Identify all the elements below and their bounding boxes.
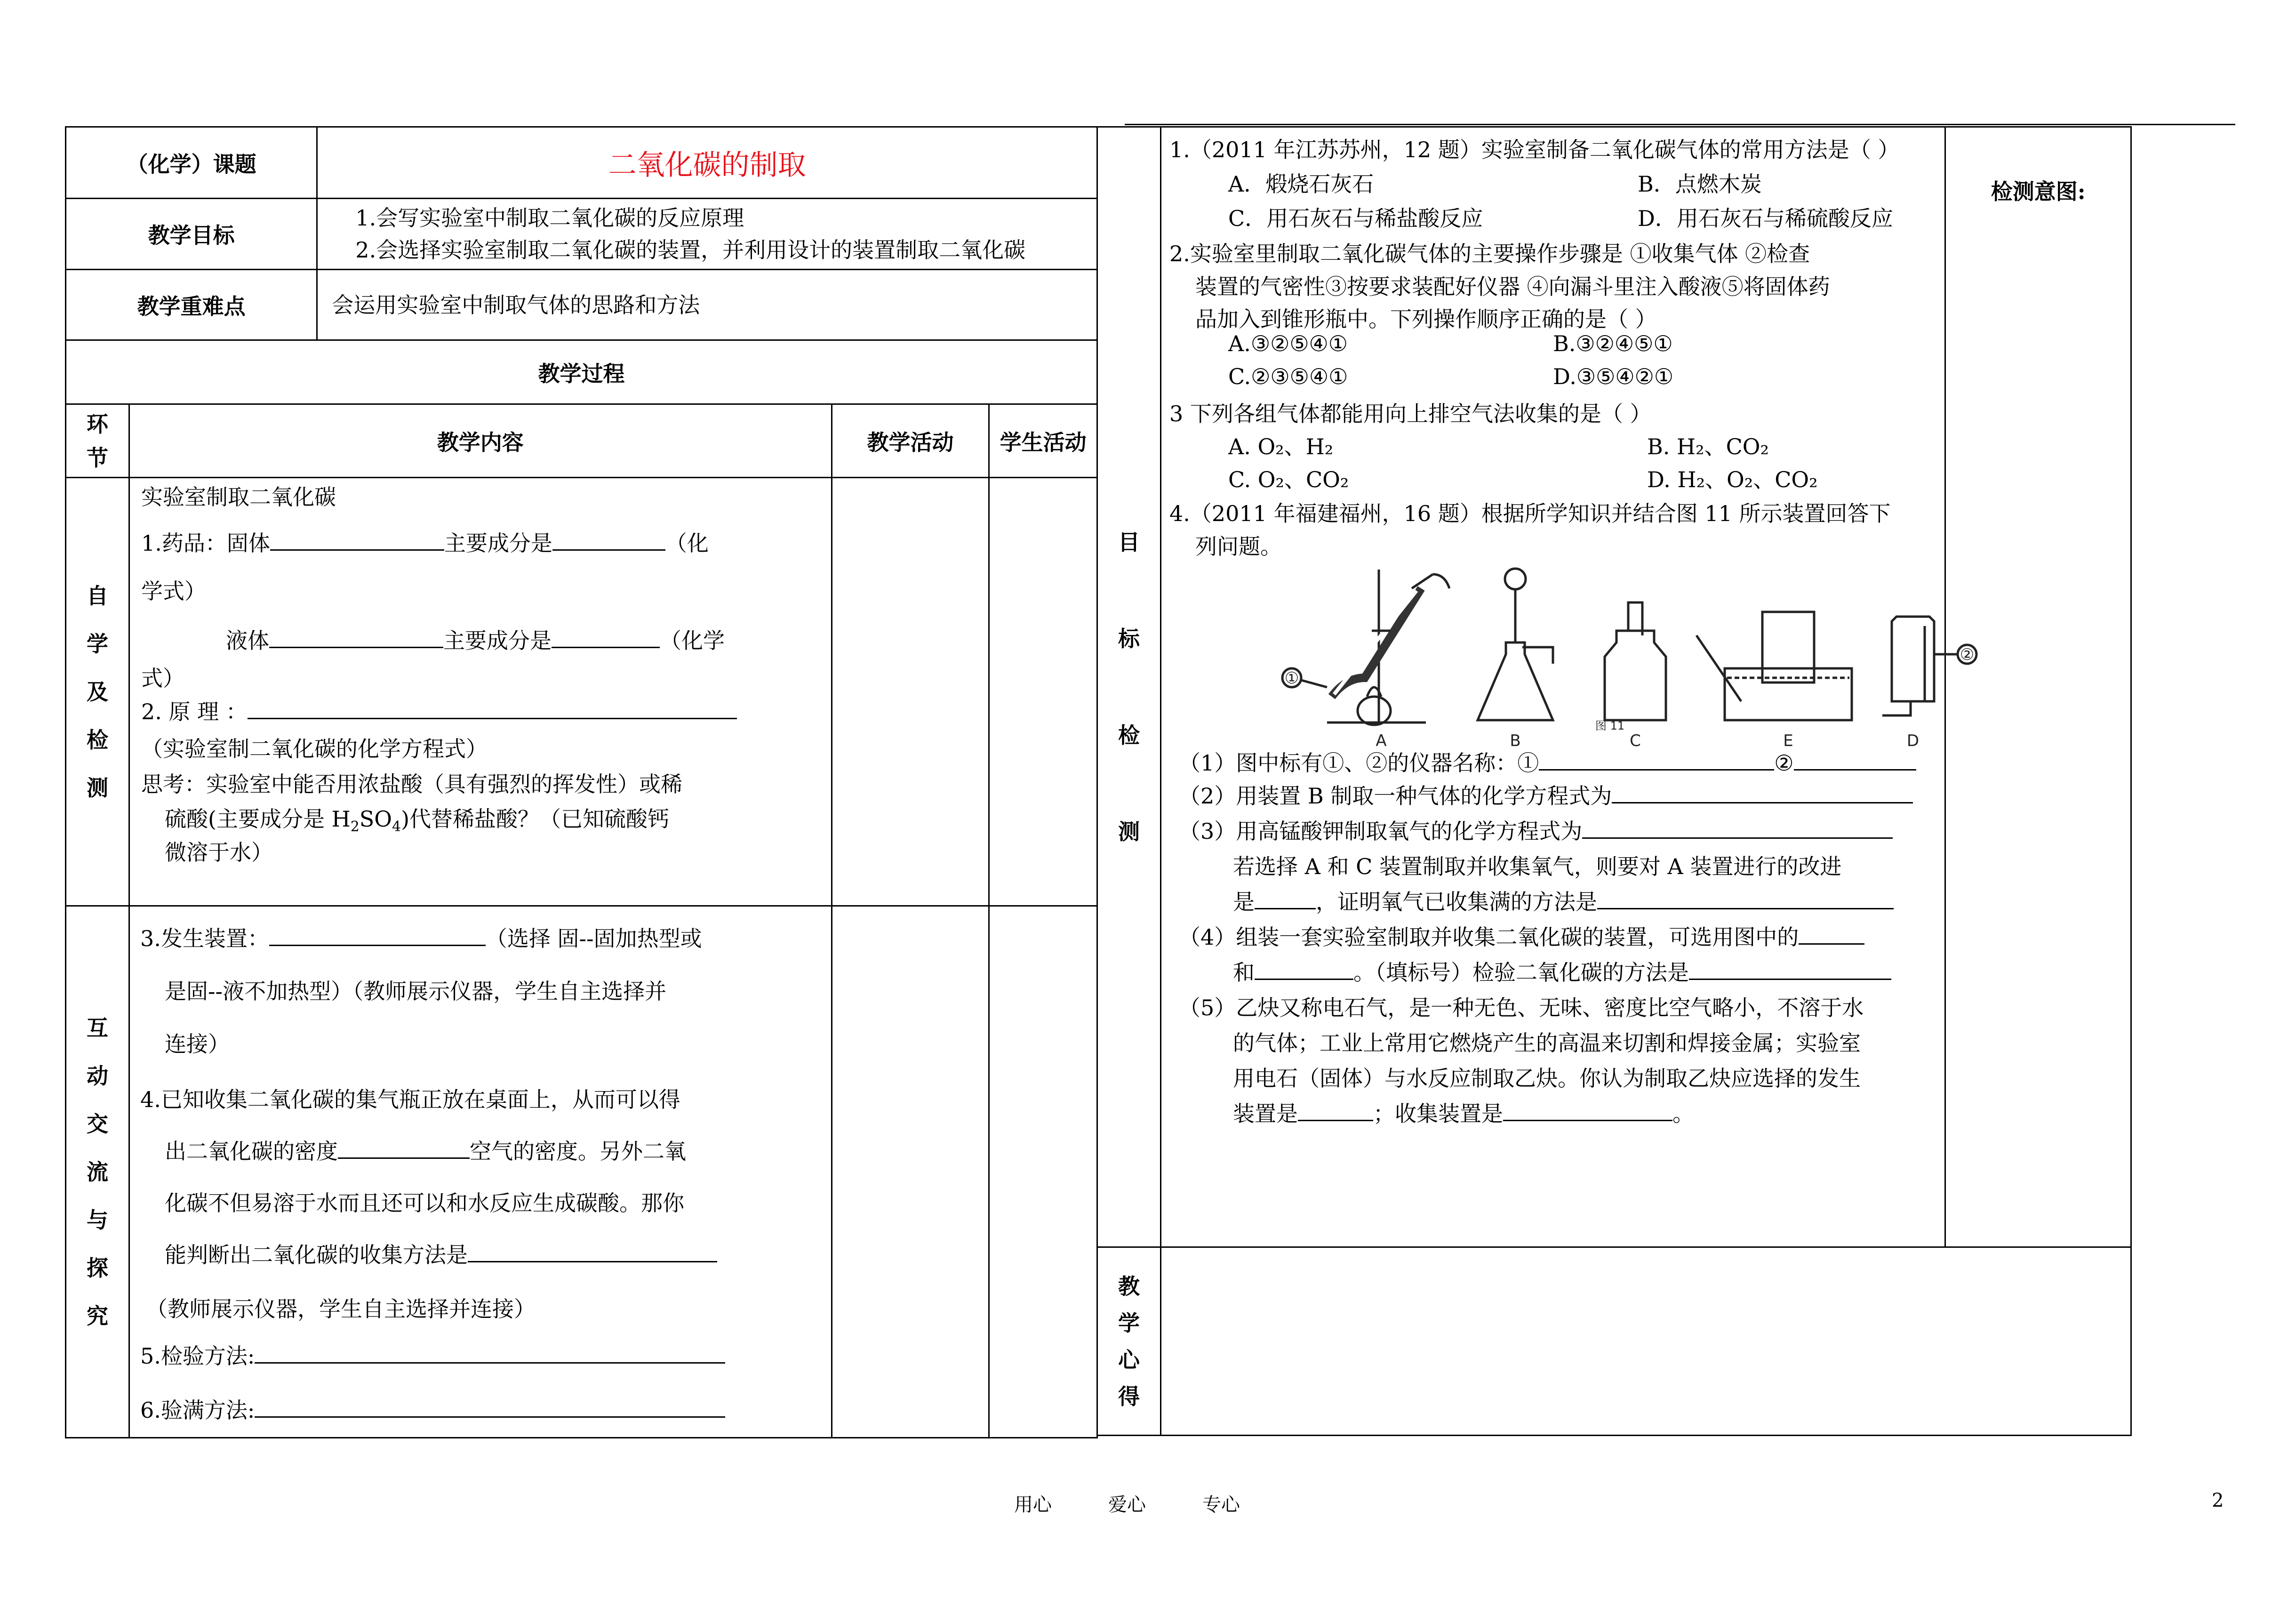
section2-teacher-activity [832,906,989,1438]
s2-line: 是固--液不加热型）（教师展示仪器，学生自主选择并 [165,979,667,1004]
goals-cell [317,199,1097,270]
section2-char: 动 [86,1063,108,1089]
q4-sub: （4）组装一套实验室制取并收集二氧化碳的装置，可选用图中的 [1179,920,1864,951]
section1-char: 自 [86,583,108,609]
footer-motto: 用心 [1014,1494,1052,1516]
q2-stem: 装置的气密性③按要求装配好仪器 ④向漏斗里注入酸液⑤将固体药 [1195,274,1830,299]
s1-line: 学式） [141,578,206,604]
subject-label-cell [66,127,317,199]
reflection-label [1097,1247,1161,1436]
section2-student-activity [989,906,1097,1438]
section2-char: 究 [86,1303,108,1329]
s1-line: （实验室制二氧化碳的化学方程式） [141,736,488,762]
section1-teacher-activity [832,478,989,906]
q4-stem: 4.（2011 年福建福州，16 题）根据所学知识并结合图 11 所示装置回答下 [1169,501,1891,526]
q3-option: B. H₂、CO₂ [1647,434,1769,459]
s1-line: 式） [141,666,184,691]
goal-label-cell [66,199,317,270]
col-student-label: 学生活动 [1000,429,1087,455]
footer-motto: 爱心 [1108,1494,1146,1516]
s2-line: 能判断出二氧化碳的收集方法是 [165,1238,717,1269]
s1-line: 硫酸(主要成分是 $H_2SO_4$)代替稀盐酸？（已知硫酸钙 [165,806,670,835]
s1-line: 2. 原 理 ： [141,695,737,726]
s2-line: 6.验满方法: [140,1393,725,1424]
s2-line: 出二氧化碳的密度 空气的密度。另外二氧 [165,1139,686,1164]
assessment-char: 目 [1118,529,1140,555]
answer-blank[interactable] [1799,923,1864,945]
apparatus-figure [1271,560,1995,748]
section1-char: 测 [86,775,108,801]
q1-option: A．煅烧石灰石 [1228,171,1374,197]
q2-stem: 2.实验室里制取二氧化碳气体的主要操作步骤是 ①收集气体 ②检查 [1169,241,1810,266]
section1-label [66,478,129,906]
col-student-header [989,404,1097,478]
goal-item: 1.会写实验室中制取二氧化碳的反应原理 [355,205,744,231]
footer-motto: 专心 [1202,1494,1240,1516]
section1-char: 学 [86,631,108,657]
section1-char: 及 [86,679,108,705]
answer-blank[interactable] [1298,1100,1373,1121]
section2-char: 流 [86,1159,108,1185]
page-number: 2 [2212,1490,2224,1511]
q2-option: D.③⑤④②① [1553,364,1674,389]
col-content-header [129,404,832,478]
answer-blank[interactable] [270,530,444,551]
lesson-title: 二氧化碳的制取 [608,148,806,182]
col-section-header [66,404,129,478]
q4-stem: 列问题。 [1195,534,1282,559]
answer-blank[interactable] [255,1342,725,1364]
col-content-label: 教学内容 [437,429,524,455]
answer-blank[interactable] [552,627,660,648]
q4-sub: （3）用高锰酸钾制取氧气的化学方程式为 [1179,814,1893,845]
q3-option: A. O₂、H₂ [1228,434,1334,459]
col-section-char: 环 [86,411,108,437]
answer-blank[interactable] [255,1397,725,1418]
section1-student-activity [989,478,1097,906]
q3-option: C. O₂、CO₂ [1228,467,1349,492]
section2-char: 交 [86,1111,108,1137]
key-label-cell [66,270,317,340]
col-teacher-header [832,404,989,478]
q4-sub: 的气体；工业上常用它燃烧产生的高温来切割和焊接金属；实验室 [1233,1030,1861,1056]
q4-sub: 若选择 A 和 C 装置制取并收集氧气，则要对 A 装置进行的改进 [1233,854,1842,879]
q4-sub: 和 。（填标号）检验二氧化碳的方法是 [1233,956,1891,987]
s1-line: 思考：实验室中能否用浓盐酸（具有强烈的挥发性）或稀 [141,771,682,797]
q3-option: D. H₂、O₂、CO₂ [1647,467,1818,492]
answer-blank[interactable] [1794,749,1916,771]
process-label: 教学过程 [538,361,625,386]
q4-sub: （2）用装置 B 制取一种气体的化学方程式为 [1179,779,1913,810]
answer-blank[interactable] [1539,749,1774,771]
figure-label-b: B [1510,731,1521,748]
s1-line: 微溶于水） [165,840,273,865]
s2-line: 化碳不但易溶于水而且还可以和水反应生成碳酸。那你 [165,1190,684,1216]
figure-label-1: ① [1284,669,1299,688]
reflection-content [1160,1247,2131,1436]
assessment-char: 检 [1118,722,1140,748]
answer-blank[interactable] [1597,888,1894,909]
s2-line: 4.已知收集二氧化碳的集气瓶正放在桌面上，从而可以得 [140,1087,680,1112]
section2-label [66,906,129,1438]
s2-line: 5.检验方法: [140,1339,725,1370]
q4-sub: 用电石（固体）与水反应制取乙炔。你认为制取乙炔应选择的发生 [1233,1066,1861,1091]
q4-sub: （5）乙炔又称电石气，是一种无色、无味、密度比空气略小，不溶于水 [1179,995,1864,1020]
reflection-char: 教 [1118,1273,1140,1299]
goal-item: 2.会选择实验室制取二氧化碳的装置，并利用设计的装置制取二氧化碳 [355,237,1026,263]
apparatus-b [1478,569,1553,720]
q1-option: D．用石灰石与稀硫酸反应 [1638,206,1893,231]
reflection-char: 心 [1118,1347,1140,1373]
q2-option: A.③②⑤④① [1228,331,1348,356]
goal-label: 教学目标 [148,223,235,248]
q3-stem: 3 下列各组气体都能用向上排空气法收集的是（ ） [1169,401,1652,426]
lesson-title-cell [317,127,1097,199]
assessment-char: 标 [1118,626,1140,651]
col-section-char: 节 [86,445,108,471]
q4-sub: 装置是 ；收集装置是 。 [1233,1101,1694,1126]
figure-label-d: D [1906,731,1920,748]
q1-option: C．用石灰石与稀盐酸反应 [1228,206,1483,231]
key-text: 会运用实验室中制取气体的思路和方法 [332,292,700,318]
section2-char: 与 [86,1207,108,1233]
answer-blank[interactable] [1689,959,1891,980]
assessment-char: 测 [1118,819,1140,844]
answer-blank[interactable] [1255,959,1353,980]
q2-option: B.③②④⑤① [1553,331,1673,356]
q4-sub: （1）图中标有①、②的仪器名称：① ② [1179,746,1916,777]
answer-blank[interactable] [1582,818,1893,839]
s1-line: 液体 主要成分是 （化学 [226,628,725,653]
figure-label-a: A [1376,731,1387,748]
q4-sub: 是 ，证明氧气已收集满的方法是 [1233,885,1894,916]
answer-blank[interactable] [338,1138,470,1159]
figure-label-c: C [1630,731,1641,748]
key-label: 教学重难点 [137,293,246,319]
apparatus-e [1696,612,1852,720]
subject-label: （化学）课题 [126,151,256,177]
apparatus-a [1327,570,1449,725]
answer-blank[interactable] [552,530,665,551]
s1-line: 实验室制取二氧化碳 [141,484,336,510]
s2-line: （教师展示仪器，学生自主选择并连接） [146,1296,536,1322]
answer-blank[interactable] [1255,888,1316,909]
answer-blank[interactable] [1612,782,1913,803]
key-text-cell [317,270,1097,340]
answer-blank[interactable] [248,698,737,719]
assessment-section-label [1097,127,1161,1247]
answer-blank[interactable] [1503,1100,1672,1121]
top-rule [1125,124,2235,125]
s2-line: 3.发生装置： （选择 固--固加热型或 [140,926,702,951]
s1-line: 1.药品：固体 主要成分是 （化 [141,530,709,556]
section2-char: 互 [86,1015,108,1041]
s2-line: 连接） [165,1031,230,1057]
section1-char: 检 [86,727,108,753]
reflection-char: 得 [1118,1383,1140,1409]
apparatus-c [1605,602,1666,720]
q1-option: B．点燃木炭 [1638,171,1762,197]
section2-char: 探 [86,1255,108,1281]
process-label-cell [66,340,1097,404]
answer-blank[interactable] [468,1241,717,1262]
figure-label-e: E [1783,731,1793,748]
figure-label-2: ② [1960,645,1975,664]
col-teacher-label: 教学活动 [867,429,954,455]
q2-stem: 品加入到锥形瓶中。下列操作顺序正确的是（ ） [1195,306,1657,332]
answer-blank[interactable] [269,627,443,648]
intent-label: 检测意图: [1991,179,2086,204]
answer-blank[interactable] [269,925,486,946]
apparatus-d [1882,617,1976,715]
reflection-char: 学 [1118,1310,1140,1336]
figure-caption: 图 11 [1595,719,1625,732]
q1-stem: 1.（2011 年江苏苏州，12 题）实验室制备二氧化碳气体的常用方法是（ ） [1169,137,1900,162]
q2-option: C.②③⑤④① [1228,364,1348,389]
